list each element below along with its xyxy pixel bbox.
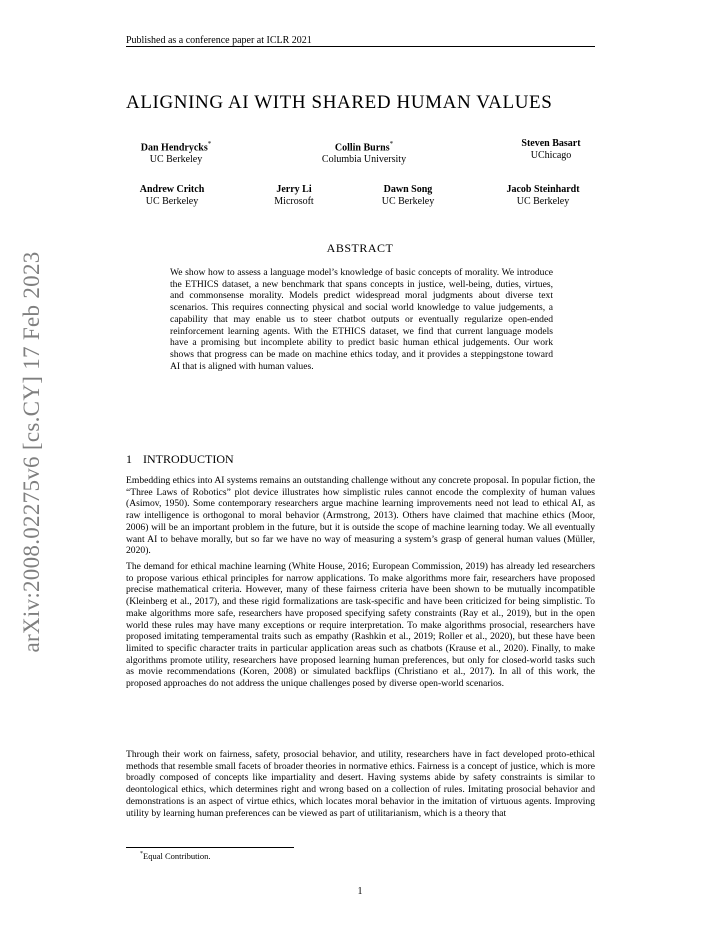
author-block [521, 138, 580, 162]
paper-title: ALIGNING AI WITH SHARED HUMAN VALUES [126, 92, 553, 113]
abstract-heading: ABSTRACT [326, 241, 394, 255]
header-rule [126, 46, 595, 47]
running-head: Published as a conference paper at ICLR 2021 [126, 35, 312, 46]
section-number: 1 [126, 452, 132, 466]
author-affiliation: UC Berkeley [149, 154, 203, 166]
author-affiliation: UC Berkeley [145, 196, 199, 207]
body-paragraph: Through their work on fairness, safety, prosocial behavior, and utility, researchers have in fact developed proto-ethical methods that resemble small facets of broader theories in normative ethics. Fairness is a concept of justice, which is more broadly composed of concepts like impartiality and desert. Having systems abide by safety constraints is similar to deontological ethics, which determines right and wrong based on a collection of rules. Imitating prosocial behavior and demonstrations is an aspect of virtue ethics, which locates moral behavior in the imitation of virtuous agents. Improving utility by learning human preferences can be viewed as part of utilitarianism, which is a theory that [126, 749, 595, 819]
author-affiliation: UC Berkeley [381, 196, 435, 207]
author-block [140, 184, 205, 208]
author-name: Collin Burns* [334, 140, 394, 154]
author-affiliation: UC Berkeley [516, 196, 570, 207]
author-block [506, 184, 579, 208]
author-name: Dan Hendrycks* [140, 140, 212, 154]
author-name: Jacob Steinhardt [506, 184, 580, 195]
body-paragraph: The demand for ethical machine learning (White House, 2016; European Commission, 2019) has already led researchers to propose various ethical principles for narrow applications. To make algorithms more fair, researchers have proposed precise mathematical criteria. However, many of these fairness criteria have been shown to be mutually incompatible (Kleinberg et al., 2017), and these rigid formalizations are task-specific and have been criticized for being simplistic. To make algorithms more safe, researchers have proposed specifying safety constraints (Ray et al., 2019), but in the open world these rules may have many exceptions or require interpretation. To make algorithms prosocial, researchers have proposed imitating temperamental traits such as empathy (Rashkin et al., 2019; Roller et al., 2020), but these have been limited to specific character traits in particular application areas such as chatbots (Krause et al., 2020). Finally, to make algorithms promote utility, researchers have proposed learning human preferences, but only for closed-world tasks such as movie recommendations (Koren, 2008) or simulated backflips (Christiano et al., 2017). In all of this work, the proposed approaches do not address the unique challenges posed by diverse open-world scenarios. [126, 561, 595, 690]
author-name: Jerry Li [276, 184, 312, 195]
author-block [382, 184, 435, 208]
author-name: Andrew Critch [139, 184, 205, 195]
author-block [141, 138, 211, 166]
abstract-text: We show how to assess a language model’s knowledge of basic concepts of morality. We introduce the ETHICS dataset, a new benchmark that spans concepts in justice, well-being, duties, virtues, and commonsense morality. Models predict widespread moral judgments about diverse text scenarios. This requires connecting physical and social world knowledge to value judgements, a capability that may enable us to steer chatbot outputs or eventually regularize open-ended reinforcement learning agents. With the ETHICS dataset, we find that current language models have a promising but incomplete ability to predict basic human ethical judgements. Our work shows that progress can be made on machine ethics today, and it provides a steppingstone toward AI that is aligned with human values. [170, 267, 553, 372]
author-affiliation: Columbia University [321, 154, 407, 166]
page-number: 1 [357, 886, 363, 897]
author-block [274, 184, 313, 208]
author-name: Dawn Song [383, 184, 433, 195]
author-block [322, 138, 406, 166]
arxiv-id: arXiv:2008.02275v6 [cs.CY] 17 Feb 2023 [19, 251, 44, 653]
footnote [140, 851, 211, 861]
author-affiliation: Microsoft [274, 196, 314, 207]
footnote-rule [126, 847, 294, 848]
body-paragraph: Embedding ethics into AI systems remains an outstanding challenge without any concrete proposal. In popular fiction, the “Three Laws of Robotics” plot device illustrates how simplistic rules cannot encode the complexity of human values (Asimov, 1950). Some contemporary researchers argue machine learning improvements need not lead to ethical AI, as raw intelligence is orthogonal to moral behavior (Armstrong, 2013). Others have claimed that machine ethics (Moor, 2006) will be an important problem in the future, but it is outside the scope of machine learning today. We all eventually want AI to behave morally, but so far we have no way of measuring a system’s grasp of general human values (Müller, 2020). [126, 475, 595, 557]
author-name: Steven Basart [521, 138, 581, 149]
section-title: INTRODUCTION [143, 452, 234, 466]
section-heading [126, 452, 234, 467]
footnote-mark: * [140, 851, 143, 858]
author-affiliation: UChicago [530, 150, 572, 161]
footnote-text: Equal Contribution. [143, 851, 211, 861]
